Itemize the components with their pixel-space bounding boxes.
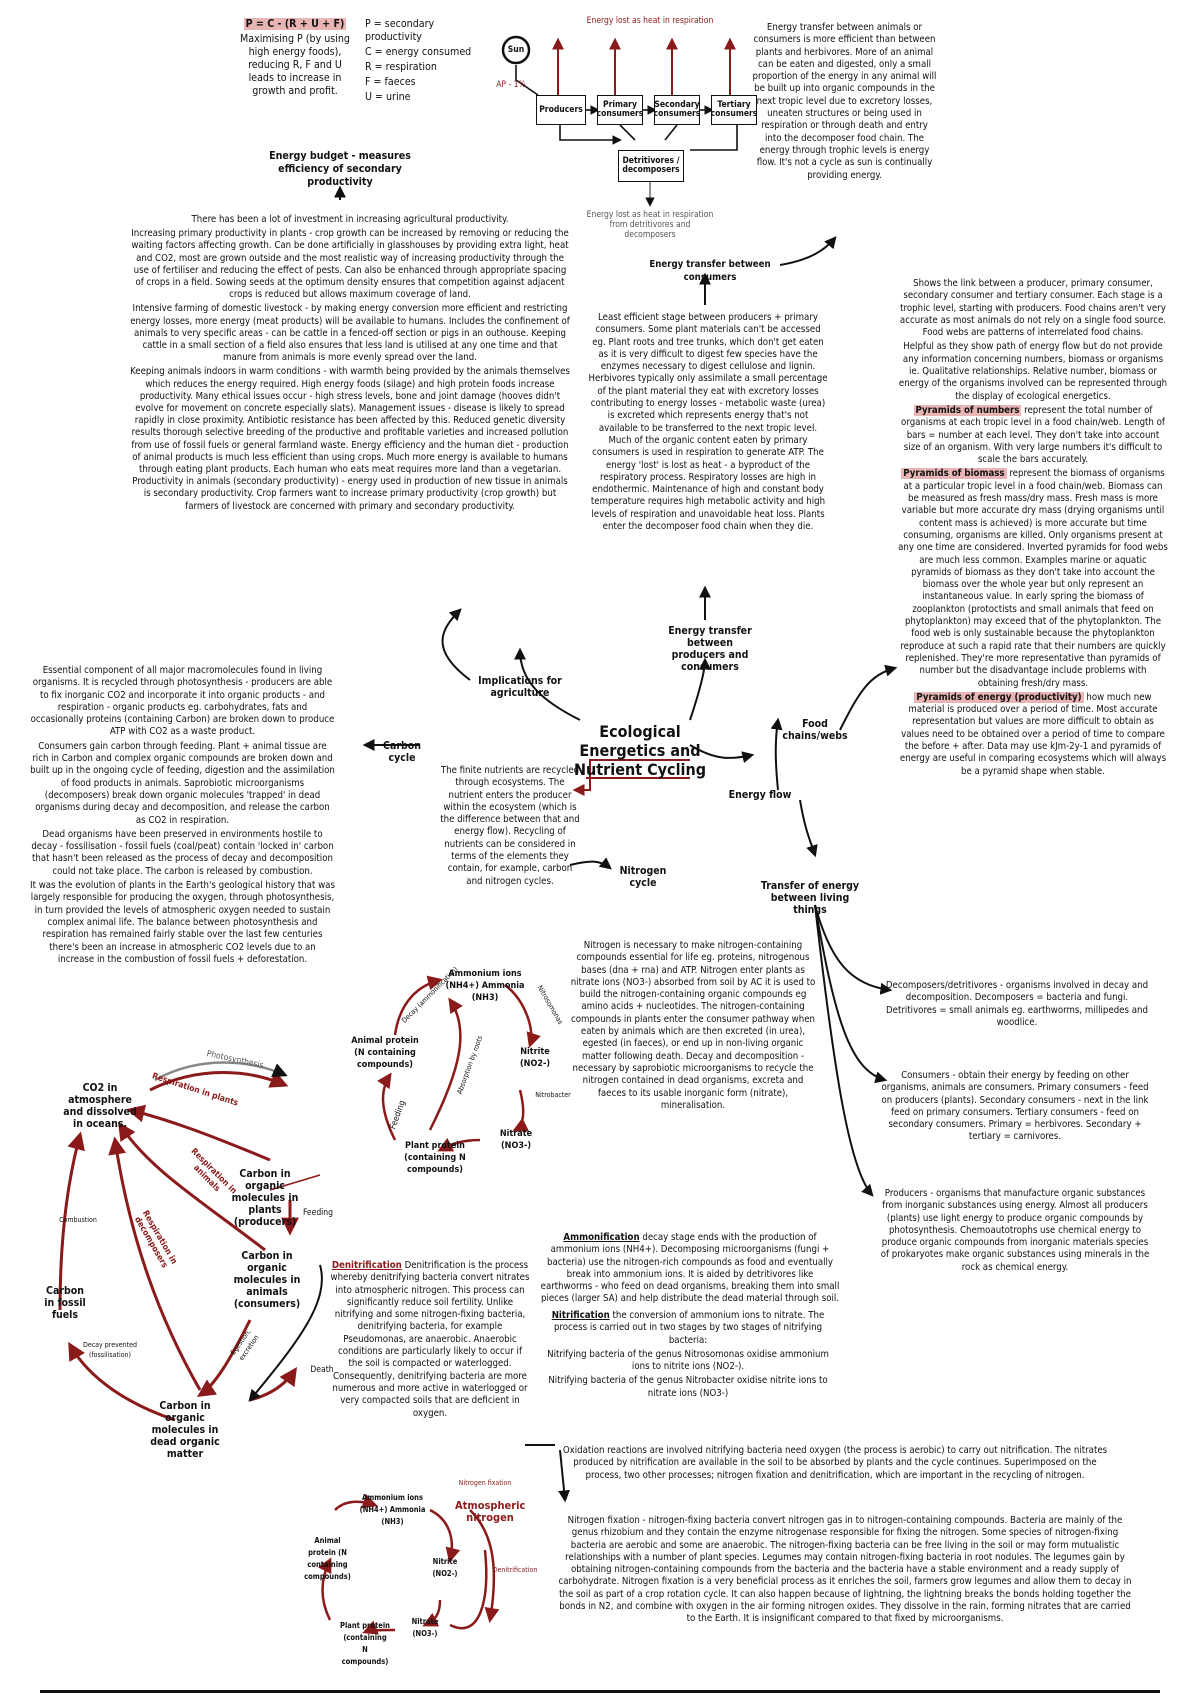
pyramid-term: Pyramids of numbers xyxy=(915,404,1020,416)
denitrification-term: Denitrification xyxy=(331,1260,402,1271)
energy-transfer-prod-label: Energy transfer between producers and consumers xyxy=(668,625,752,673)
nitrification-bullet: Nitrifying bacteria of the genus Nitrobacter oxidise nitrite ions to nitrate ions (NO3-) xyxy=(548,1375,828,1399)
animal-protein-node: Animal protein (N containing compounds) xyxy=(351,1036,419,1070)
dead-node: Carbon in organic molecules in dead organic matter xyxy=(150,1400,220,1460)
food-chains-para: Shows the link between a producer, primary consumer, secondary consumer and tertiary consumer. Each stage is a trophic level, starting with producers. Food chains aren't very accurate as most animals do not rely on a single food source. Food webs are patterns of interrelated food chains. xyxy=(899,278,1167,339)
nitrification-term: Nitrification xyxy=(551,1310,610,1321)
plant-protein-node-2: Plant protein (containing N compounds) xyxy=(340,1621,390,1666)
sun-note: AP - 1% xyxy=(496,80,526,90)
decomposers-text: Decomposers/detritivores - organisms involved in decay and decomposition. Decomposers = bacteria and fungi. Detritivores = small animals eg. earthworms, millipedes and woodlice. xyxy=(885,980,1149,1028)
nitrate-node: Nitrate (NO3-) xyxy=(499,1129,533,1151)
fixation-text: Nitrogen fixation - nitrogen-fixing bacteria convert nitrogen gas in to nitrogen-containing compounds. Bacteria are mainly of the genus rhizobium and they contain the enzyme nitrogenase responsible for fixing the nitrogen. Some species of nitrogen-fixing bacteria are aerobic and some are anaerobic. The nitrogen-fixing bacteria can be free living in the soil or may form mutualistic relationships with a number of plant species. Legumes may contain nitrogen-fixing bacteria in root nodules. The legumes gain by obtaining nitrogen-containing compounds from the bacteria and the bacteria have a stable environment and a ready supply of carbohydrate. Nitrogen fixation is a very beneficial process as it enriches the soil, farmers grow legumes and allow them to decay in the soil as part of a crop rotation cycle. It can also happen because of lightning, the lightning breaks the bonds holding together the bonds in N2, and combine with oxygen in the air forming nitrogen oxides. They dissolve in the rain, forming nitrates that are carried to the Earth. It is insignificant compared to that fixed by microorganisms. xyxy=(558,1515,1132,1625)
nitrogen-text: Nitrogen is necessary to make nitrogen-containing compounds essential for life eg. proteins, nitrogenous bases (dna + rna) and ATP. Nitrogen enter plants as nitrate ions (NO3-) absorbed from soil by AC it is used to build the nitrogen-containing organic compounds eg amino acids + nucleotides. The nitrogen-containing compounds in plants enter the consumer pathway when eaten by animals which are then excreted (in urea), egested (in faeces), or end up in non-living organic matter following death. Decay and decomposition - necessary by saprobiotic microorganisms to recycle the nitrogen contained in dead organisms, excreta and faeces to its usable inorganic form (nitrate), mineralisation. xyxy=(570,940,816,1111)
ammonification-term: Ammonification xyxy=(563,1232,640,1243)
agriculture-text xyxy=(130,214,570,515)
agriculture-para: Intensive farming of domestic livestock - by making energy conversion more efficient and restricting energy losses, more energy (meat products) will be available to humans. Includes the confinement of animals to very specific areas - can be cattle in a fenced-off section or pigs in an outhouse. Keeping cattle in a small section of a field also ensures that less land is utilised at any one time and that manure from animals is more evenly spread over the land. xyxy=(130,303,570,364)
ammonification-text xyxy=(540,1232,840,1308)
carbon-para: Consumers gain carbon through feeding. Plant + animal tissue are rich in Carbon and complex organic compounds are broken down and built up in the ongoing cycle of feeding, digestion and the assimilation of food products in animals. Saprobiotic microorganisms (decomposers) break down organic molecules 'trapped' in dead organisms during decay and decomposition, and release the carbon as CO2 in respiration. xyxy=(30,740,335,826)
n-decay-label: Decay (ammonification) xyxy=(400,965,460,1025)
ammonium-node: Ammonium ions (NH4+) Ammonia (NH3) xyxy=(445,969,525,1003)
pyramid-text: represent the biomass of organisms at a particular tropic level in a food chain/web. Biomass can be measured as fresh mass/dry mass. Fresh mass is more variable but more accurate dry mass (drying organisms until content mass is achieved) is more accurate but time consuming, organisms are killed. Only organisms present at any one time are considered. Inverted pyramids for food webs are much less common. Examples marine or aquatic pyramids of biomass as they don't take into account the biomass over the whole year but only represent an instantaneous value. In early spring the biomass of zooplankton (protoctists and small animals that feed on phytoplankton) may exceed that of the phytoplankton. The food web is only sustainable because the phytoplankton reproduce at such a rapid rate that their numbers are quickly replenished. They're more representative than pyramids of number but the disadvantage include problems with obtaining fresh/dry mass. xyxy=(898,468,1168,689)
legend-item: P = secondary productivity xyxy=(365,18,435,43)
box-producers: Producers xyxy=(536,95,586,125)
decomposer-heat: Energy lost as heat in respiration from detritivores and decomposers xyxy=(586,210,714,240)
combustion-label: Combustion xyxy=(59,1216,97,1224)
nitrite-node: Nitrite (NO2-) xyxy=(519,1047,551,1069)
nitrosomonas-label: Nitrosomonas xyxy=(535,984,565,1026)
nitrobacter-label: Nitrobacter xyxy=(535,1091,571,1099)
photosynthesis-label: Photosynthesis xyxy=(205,1049,265,1071)
formula-block xyxy=(235,18,355,100)
central-title-line1: Ecological Energetics and xyxy=(579,722,701,760)
plants-node: Carbon in organic molecules in plants (producers) xyxy=(231,1168,299,1228)
bottom-rule xyxy=(40,1690,1160,1693)
pyramid-text: represent the total number of organisms at each tropic level in a food chain/web. Length of bars = number at each level. They don't take into account size of an organism. With very large numbers it's difficult to scale the bars accurately. xyxy=(901,404,1165,466)
food-chains-webs-label: Food chains/webs xyxy=(782,718,848,742)
heat-label: Energy lost as heat in respiration xyxy=(586,16,714,26)
nutrients-text: The finite nutrients are recycled through ecosystems. The nutrient enters the producer within the ecosystem (which is the difference between that and energy flow). Recycling of nutrients can be considered in terms of the elements they contain, for example, carbon and nitrogen cycles. xyxy=(440,765,580,887)
ammonification-body: decay stage ends with the production of ammonium ions (NH4+). Decomposing microorganisms (fungi + bacteria) use the nitrogen-rich compounds as food and eventually break into ammonium ions. It is aided by detritivores like earthworms - who feed on dead organisms, breaking them into small pieces (larger SA) and help distribute the dead material through soil. xyxy=(540,1232,840,1305)
nitrate-node-2: Nitrate (NO3-) xyxy=(411,1617,439,1638)
consumers-transfer-text: Energy transfer between animals or consumers is more efficient than between plants and herbivores. More of an animal can be eaten and digested, only a small proportion of the energy in any animal will be built up into organic compounds in the next tropic level due to excretory losses, uneaten structures or being used in respiration or through death and entry into the decomposer food chain. The energy through trophic levels is energy flow. It's not a cycle as sun is continually providing energy. xyxy=(752,22,937,181)
waste-label: Egestion, excretion xyxy=(229,1327,261,1363)
sun-label: Sun xyxy=(507,45,525,55)
transfer-living-label: Transfer of energy between living things xyxy=(760,880,860,916)
formula-equation: P = C - (R + U + F) xyxy=(245,18,345,30)
ammonium-node-2: Ammonium ions (NH4+) Ammonia (NH3) xyxy=(359,1493,426,1526)
feeding-label: Feeding xyxy=(302,1208,334,1218)
box-secondary: Secondary consumers xyxy=(654,95,700,125)
atmospheric-node: Atmospheric nitrogen xyxy=(455,1499,526,1524)
resp-animals-label: Respiration in animals xyxy=(188,1146,239,1197)
pyramid-term: Pyramids of energy (productivity) xyxy=(916,691,1082,703)
nitrification-body: the conversion of ammonium ions to nitrate. The process is carried out in two stages by two stages of nitrifying bacteria: xyxy=(553,1310,825,1346)
energy-transfer-consumers: Energy transfer between consumers xyxy=(649,259,771,283)
n-feeding-label: Feeding xyxy=(388,1099,408,1131)
pyramid-term: Pyramids of biomass xyxy=(903,468,1005,480)
box-primary: Primary consumers xyxy=(597,95,643,125)
pyramid-text: how much new material is produced over a period of time. Most accurate representation but values are more difficult to obtain as values need to be obtained over a period of time to compare the before + after. Data may use kJm-2y-1 and pyramids of energy are useful in comparing ecosystems which will always be a pyramid shape when stable. xyxy=(899,691,1167,777)
consumers-text: Consumers - obtain their energy by feeding on other organisms, animals are consumers. Primary consumers - feed on producers (plants). Secondary consumers - next in the link feed on primary consumers. Tertiary consumers - feed on secondary consumers. Primary = herbivores. Secondary + tertiary = carnivores. xyxy=(881,1070,1149,1143)
denitrification-label: Denitrification xyxy=(492,1566,538,1574)
agriculture-para: Increasing primary productivity in plants - crop growth can be increased by removing or reducing the waiting factors affecting growth. Can be done artificially in glasshouses by providing extra light, heat and CO2, most are grown outside and the most realistic way of increasing productivity through the use of fertiliser and reducing the effect of pests. Can also be enhanced through appropriate spacing of crops in a field. Sowing seeds at the optimum density ensures that competition against adjacent crops is reduced but allows maximum coverage of land. xyxy=(131,228,569,301)
food-chains-text xyxy=(898,278,1168,780)
legend-item: F = faeces xyxy=(365,76,416,88)
food-chains-para: Helpful as they show path of energy flow but do not provide any information concerning numbers, biomass or organisms ie. Qualitative relationships. Relative number, biomass or energy of the organisms involved can be represented through the display of ecological energetics. xyxy=(898,341,1168,402)
nitrification-bullet: Nitrifying bacteria of the genus Nitrosomonas oxidise ammonium ions to nitrite ions (NO2-). xyxy=(547,1348,829,1373)
formula-legend xyxy=(365,18,475,106)
carbon-text xyxy=(30,665,335,968)
central-title xyxy=(565,722,715,779)
resp-plants-label: Respiration in plants xyxy=(150,1071,240,1109)
box-detritivores: Detritivores / decomposers xyxy=(618,150,684,182)
box-tertiary: Tertiary consumers xyxy=(711,95,757,125)
fossil-node: Carbon in fossil fuels xyxy=(44,1285,86,1321)
legend-item: R = respiration xyxy=(365,61,437,73)
carbon-para: Essential component of all major macromolecules found in living organisms. It is recycled through photosynthesis - producers are able to fix inorganic CO2 and incorporate it into organic products - and respiration - organic products eg. carbohydrates, fats and occasionally proteins (containing Carbon) are broken down to produce ATP with CO2 as a waste product. xyxy=(30,665,335,738)
least-efficient-text: Least efficient stage between producers + primary consumers. Some plant materials can't be accessed eg. Plant roots and tree trunks, which don't get eaten as it is very difficult to digest few species have the enzymes necessary to digest cellulose and lignin. Herbivores typically only assimilate a small percentage of the plant material they eat with excretory losses contributing to energy losses - metabolic waste (urea) is excreted which represents energy that's not available to be transferred to the next tropic level. Much of the organic content eaten by primary consumers is used in respiration to generate ATP. The energy 'lost' is lost as heat - a byproduct of the respiratory process. Respiratory losses are high in endothermic. Maintenance of high and constant body temperature requires high metabolic activity and high levels of respiration and unavoidable heat loss. Plants enter the decomposer food chain when they die. xyxy=(588,312,828,533)
animals-node: Carbon in organic molecules in animals (consumers) xyxy=(233,1250,301,1310)
energy-flow-label: Energy flow xyxy=(728,789,792,801)
carbon-para: It was the evolution of plants in the Earth's geological history that was largely responsible for producing the oxygen, through photosynthesis, in turn provided the levels of atmospheric oxygen needed to sustain complex animal life. The balance between photosynthesis and respiration has remained fairly stable over the last few centuries there's been an increase in atmospheric CO2 levels due to an increase in the combustion of fossil fuels + deforestation. xyxy=(30,880,335,965)
animal-protein-node-2: Animal protein (N containing compounds) xyxy=(304,1536,351,1581)
producers-text: Producers - organisms that manufacture organic substances from inorganic substances using energy. Almost all producers (plants) use light energy to produce organic compounds by photosynthesis. Chemoautotrophs use chemical energy to produce organic compounds from inorganic materials species of prokaryotes make organic substances using minerals in the rock as chemical energy. xyxy=(880,1188,1150,1273)
agriculture-para: Keeping animals indoors in warm conditions - with warmth being provided by the animals themselves which reduces the energy required. High energy foods (silage) and high protein foods increase productivity. Many ethical issues occur - high stress levels, bone and joint damage (hooves didn't evolve for movement on concrete especially slats). Management issues - disease is likely to spread rapidly in close proximity. Antibiotic resistance has been affected by this. Reduced genetic diversity results thorough selective breeding of the productive and profitable varieties and increased pollution from use of fossil fuels or general farmland waste. Energy efficiency and the human diet - production of animal products is much less efficient than using crops. Much more energy is available to humans through eating plant products. Each human who eats meat requires more land than a vegetarian. Productivity in animals (secondary productivity) - energy used in production of new tissue in animals is secondary productivity. Crop farmers want to increase primary productivity (crop growth) but farmers of livestock are concerned with primary and secondary productivity. xyxy=(130,366,570,512)
plant-protein-node: Plant protein (containing N compounds) xyxy=(404,1141,466,1175)
decay-prevented-label: Decay prevented (fossilisation) xyxy=(82,1341,138,1359)
nitrite-node-2: Nitrite (NO2-) xyxy=(432,1557,458,1578)
legend-item: C = energy consumed xyxy=(365,46,472,58)
nitrogen-cycle-label: Nitrogen cycle xyxy=(619,865,667,889)
energy-budget: Energy budget - measures efficiency of secondary productivity xyxy=(269,150,411,188)
formula-text: Maximising P (by using high energy foods), reducing R, F and U leads to increase in growth and profit. xyxy=(240,33,350,97)
implications-label: Implications for agriculture xyxy=(478,675,562,699)
central-title-line2: Nutrient Cycling xyxy=(573,760,706,779)
fixation-label: Nitrogen fixation xyxy=(458,1479,512,1487)
denitrification-text xyxy=(330,1260,530,1422)
resp-decomp-label: Respiration in decomposers xyxy=(132,1208,179,1270)
agriculture-para: There has been a lot of investment in increasing agricultural productivity. xyxy=(191,214,509,225)
legend-item: U = urine xyxy=(365,91,411,103)
death-label: Death xyxy=(310,1365,334,1375)
oxidation-text: Oxidation reactions are involved nitrifying bacteria need oxygen (the process is aerobic) to carry out nitrification. The nitrates produced by nitrification are available in the soil to be absorbed by plants and the cycle continues. Superimposed on the process, two other processes; nitrogen fixation and denitrification, which are important in the recycling of nitrogen. xyxy=(562,1445,1108,1481)
carbon-para: Dead organisms have been preserved in environments hostile to decay - fossilisation - fossil fuels (coal/peat) contain 'locked in' carbon that hasn't been released as the process of decay and decomposition could not take place. The carbon is released by combustion. xyxy=(31,828,334,877)
co2-node: CO2 in atmosphere and dissolved in oceans. xyxy=(63,1082,137,1130)
absorption-label: Absorption by roots xyxy=(455,1034,485,1096)
denitrification-body: Denitrification is the process whereby denitrifying bacteria convert nitrates into atmospheric nitrogen. This process can significantly reduce soil fertility. Unlike nitrifying and some nitrogen-fixing bacteria, denitrifying bacteria, for example Pseudomonas, are anaerobic. Anaerobic conditions are particularly likely to occur if the soil is compacted or waterlogged. Consequently, denitrifying bacteria are more numerous and more active in waterlogged or very compacted soils that are deficient in oxygen. xyxy=(330,1260,530,1419)
carbon-cycle-label: Carbon cycle xyxy=(383,740,421,764)
nitrification-text xyxy=(538,1310,838,1402)
